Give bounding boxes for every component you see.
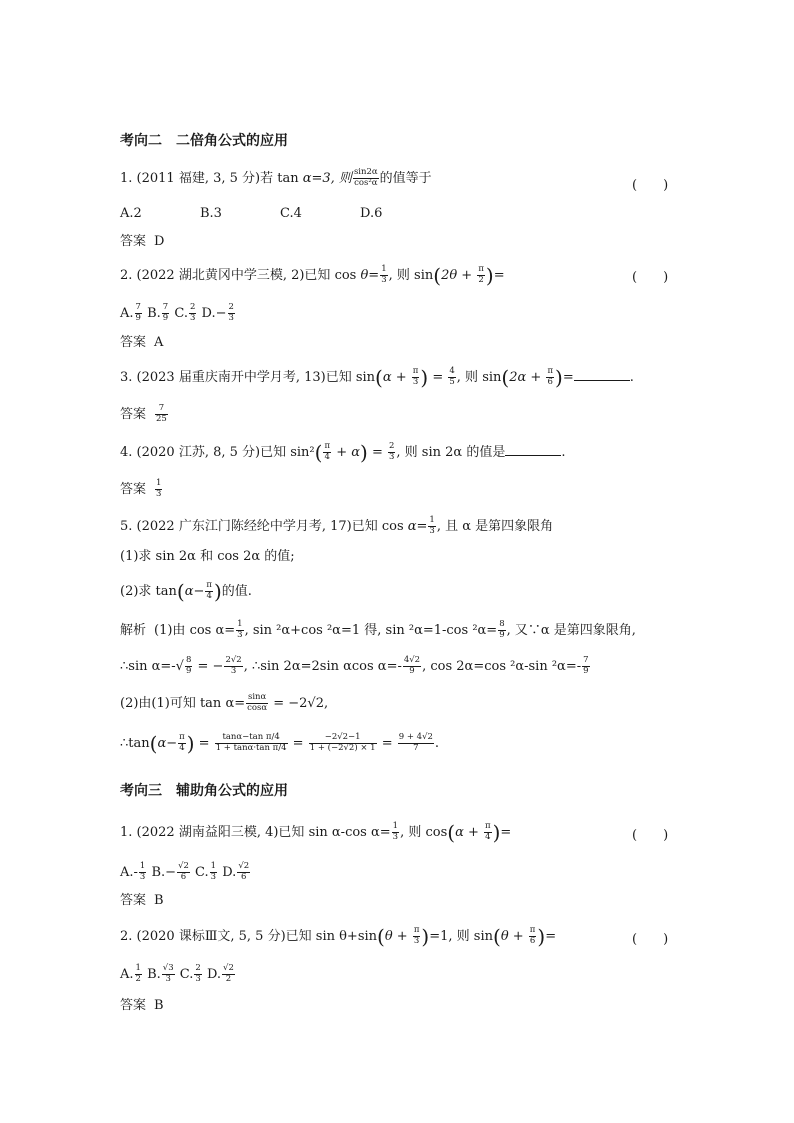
- question-4-value: $\frac{2}{3}$: [388, 441, 395, 462]
- answer-label: 答案: [120, 998, 147, 1013]
- question-1-tail: 的值等于: [379, 170, 432, 186]
- answer-value: $\frac{1}{3}$: [156, 478, 162, 499]
- s3-question-2: 2. (2020 课标Ⅲ文, 5, 5 分)已知 sin θ+sin(θ + $\frac{\pi}{3}$ )=1, 则 sin(θ + $\frac{\pi}{6}$ )=: [120, 924, 557, 949]
- question-2: 2. (2022 湖北黄冈中学三模, 2)已知 cos θ= $\frac{1}{3}$ , 则 sin(2θ + $\frac{\pi}{2}$ )=: [120, 263, 505, 288]
- question-1-options: [120, 207, 382, 220]
- answer-value: B: [154, 893, 164, 908]
- s3-question-1-answer: [120, 894, 164, 907]
- question-2-var: θ=: [360, 267, 380, 283]
- answer-label: 答案: [120, 335, 147, 350]
- option-c: C.: [174, 305, 188, 321]
- question-3-value: $\frac{4}{5}$: [449, 366, 455, 387]
- fill-blank[interactable]: [574, 368, 630, 381]
- option-a: A.2: [120, 206, 142, 221]
- option-b: B.: [147, 966, 161, 982]
- question-2-mid: , 则 sin: [388, 267, 434, 283]
- option-c: C.: [195, 864, 209, 880]
- question-2-answer: [120, 336, 163, 349]
- solution-line-3: (2)由(1)可知 tan α= $\frac{\sin\alpha}{\cos\alpha}$ = −2√2,: [120, 692, 329, 713]
- question-2-arg: 2θ +: [441, 267, 477, 283]
- s3-question-2-stem: 2. (2020 课标Ⅲ文, 5, 5 分)已知 sin θ+sin: [120, 928, 378, 944]
- answer-value: A: [154, 335, 164, 350]
- question-4-answer: [120, 479, 163, 500]
- option-d: D.−: [201, 305, 227, 321]
- question-3-arg: α +: [382, 369, 411, 385]
- option-a: A.-: [120, 864, 138, 880]
- question-5: 5. (2022 广东江门陈经纶中学月考, 17)已知 cos α= $\frac{1}{3}$ , 且 α 是第四象限角: [120, 515, 554, 536]
- option-b: B.: [147, 305, 161, 321]
- option-b: B.−: [151, 864, 177, 880]
- answer-paren: ( ): [632, 828, 669, 843]
- question-2-value: $\frac{1}{3}$: [381, 264, 387, 285]
- s3-question-1-stem: 1. (2022 湖南益阳三模, 4)已知 sin α-cos α=: [120, 824, 391, 840]
- question-5-value: $\frac{1}{3}$: [429, 515, 435, 536]
- answer-paren: ( ): [632, 178, 669, 193]
- answer-value: B: [154, 998, 164, 1013]
- question-3-answer: [120, 404, 169, 425]
- question-1-answer: [120, 235, 164, 248]
- option-a: A.: [120, 305, 134, 321]
- answer-value: $\frac{7}{25}$: [156, 403, 167, 424]
- question-1-stem: 1. (2011 福建, 3, 5 分)若 tan: [120, 170, 303, 186]
- s3-question-2-options: A. $\frac{1}{2}$ B. $\frac{√3}{3}$ C. $\frac{2}{3}$ D. $\frac{√2}{2}$: [120, 963, 234, 984]
- question-4-stem: 4. (2020 江苏, 8, 5 分)已知 sin²: [120, 444, 315, 460]
- question-2-options: A. $\frac{7}{9}$ B. $\frac{7}{9}$ C. $\frac{2}{3}$ D.− $\frac{2}{3}$: [120, 302, 234, 323]
- option-c: C.: [179, 966, 194, 982]
- question-1-var: α=3, 则: [302, 170, 352, 186]
- answer-paren: ( ): [632, 932, 669, 947]
- option-d: D.: [222, 864, 237, 880]
- question-1: [120, 168, 432, 189]
- solution-line-4: ∴tan(α− $\frac{\pi}{4}$ ) = $\frac{\text{tanα−tan π/4}}{\text{1 + tanα·tan π/4}}$ = $\frac{-2√2-1}{1 + (-2√2) \times 1}$ = $\frac{9 + 4√2}{7}$ .: [120, 731, 440, 756]
- answer-label: 答案: [120, 893, 147, 908]
- solution-line-2: ∴sin α=-√ $\frac{8}{9}$ = − $\frac{2√2}{3}$ , ∴sin 2α=2sin αcos α=- $\frac{4√2}{9}$ , cos 2α=cos ²α-sin ²α=- $\frac{7}{9}$: [120, 655, 589, 676]
- option-b: B.3: [200, 206, 222, 221]
- solution-line-1: 解析 (1)由 cos α= $\frac{1}{3}$ , sin ²α+cos ²α=1 得, sin ²α=1-cos ²α= $\frac{8}{9}$ , 又∵α 是第四象限角,: [120, 619, 636, 640]
- question-1-fraction: $\frac{\sin 2\alpha}{\text{cos²α}}$: [353, 167, 378, 188]
- question-3: 3. (2023 届重庆南开中学月考, 13)已知 sin(α + $\frac{\pi}{3}$ ) = $\frac{4}{5}$ , 则 sin(2α + $\frac{\pi}{6}$ )= .: [120, 365, 634, 390]
- question-2-pi: $\frac{\pi}{2}$: [478, 264, 484, 285]
- question-2-stem: 2. (2022 湖北黄冈中学三模, 2)已知 cos: [120, 267, 361, 283]
- solution-label: 解析: [120, 622, 147, 638]
- answer-label: 答案: [120, 481, 147, 497]
- question-5-part-2: (2)求 tan(α− $\frac{\pi}{4}$ )的值.: [120, 579, 252, 604]
- s3-question-1: 1. (2022 湖南益阳三模, 4)已知 sin α-cos α= $\frac{1}{3}$ , 则 cos(α + $\frac{\pi}{4}$ )=: [120, 820, 512, 845]
- fill-blank[interactable]: [505, 443, 561, 456]
- section-title-auxiliary-angle: 考向三 辅助角公式的应用: [120, 783, 288, 799]
- answer-paren: ( ): [632, 270, 669, 285]
- s3-question-2-answer: [120, 999, 164, 1012]
- s3-question-1-options: A.- $\frac{1}{3}$ B.− $\frac{√2}{6}$ C. $\frac{1}{3}$ D. $\frac{√2}{6}$: [120, 861, 250, 882]
- answer-label: 答案: [120, 406, 147, 422]
- question-3-stem: 3. (2023 届重庆南开中学月考, 13)已知 sin: [120, 369, 376, 385]
- question-5-stem: 5. (2022 广东江门陈经纶中学月考, 17)已知 cos: [120, 518, 408, 534]
- question-2-eq: =: [493, 267, 505, 283]
- answer-label: 答案: [120, 234, 147, 249]
- question-5-part-1: (1)求 sin 2α 和 cos 2α 的值;: [120, 549, 295, 564]
- option-d: D.6: [360, 206, 383, 221]
- option-a: A.: [120, 966, 134, 982]
- answer-value: D: [154, 234, 165, 249]
- option-c: C.4: [280, 206, 302, 221]
- question-4: 4. (2020 江苏, 8, 5 分)已知 sin²( $\frac{\pi}{4}$ + α) = $\frac{2}{3}$ , 则 sin 2α 的值是 .: [120, 440, 566, 465]
- option-d: D.: [206, 966, 222, 982]
- section-title-double-angle: 考向二 二倍角公式的应用: [120, 133, 288, 149]
